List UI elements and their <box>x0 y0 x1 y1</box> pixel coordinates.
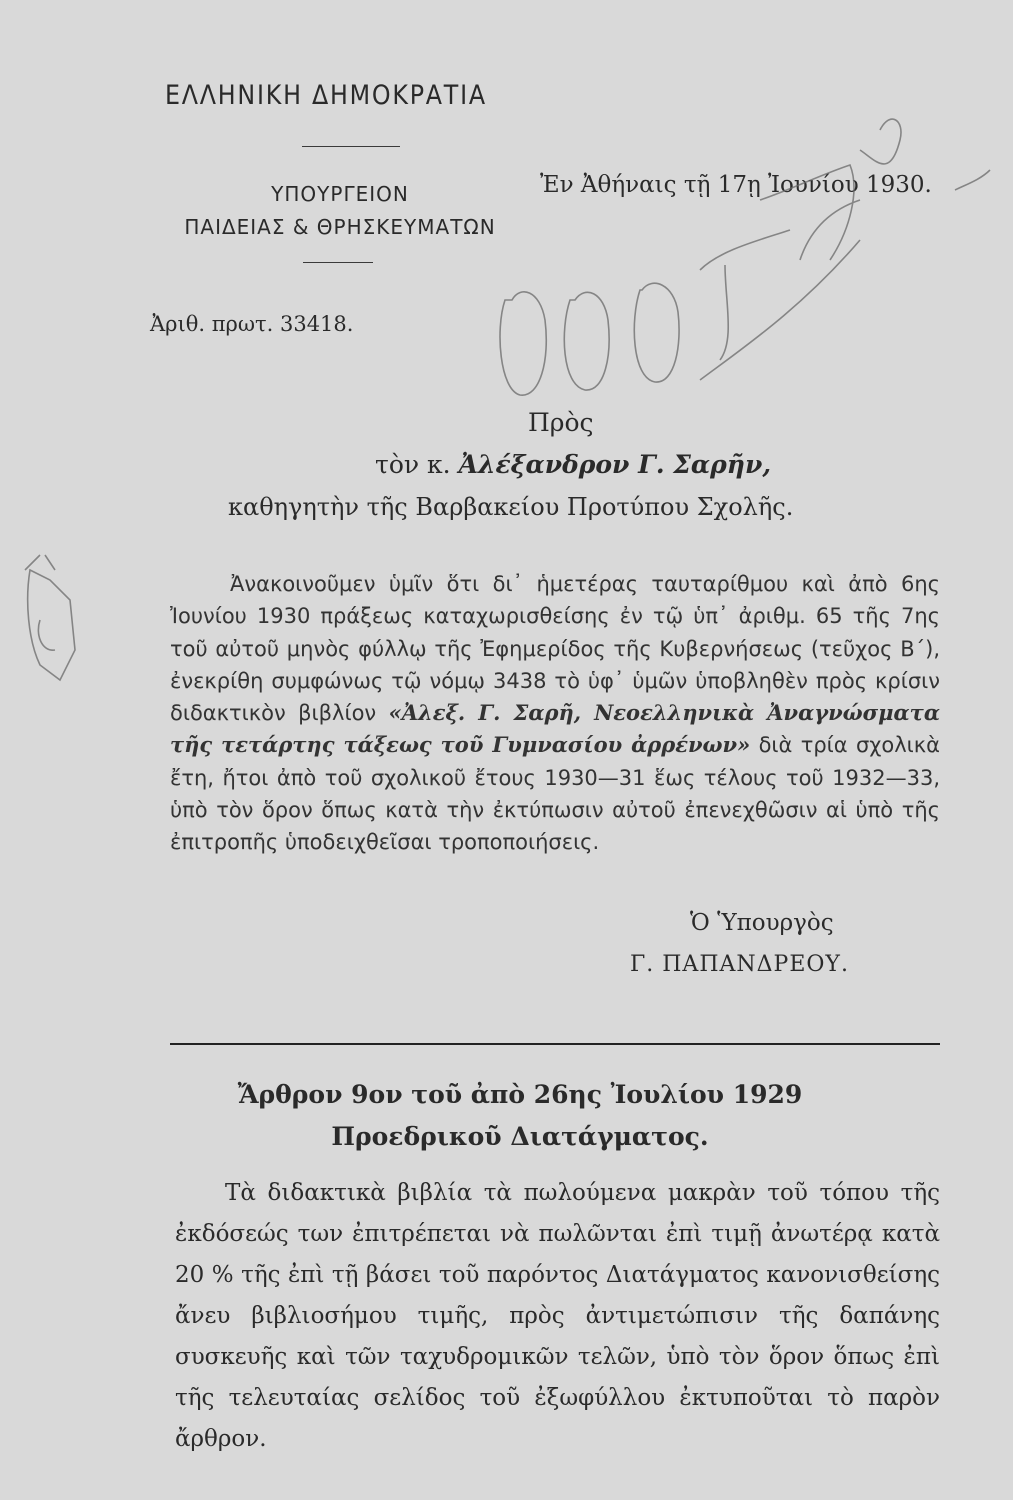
header-rule-top <box>302 146 400 147</box>
ministry-line-1: ΥΠΟΥΡΓΕΙΟΝ <box>271 182 409 206</box>
protocol-number: Ἀριθ. πρωτ. 33418. <box>150 312 354 336</box>
ministry-block <box>160 178 520 244</box>
recipient-name: Ἀλέξανδρον Γ. Σαρῆν, <box>458 450 772 479</box>
ministry-line-2: ΠΑΙΔΕΙΑΣ & ΘΡΗΣΚΕΥΜΑΤΩΝ <box>184 215 496 239</box>
body-text-after: διὰ τρία σχολικὰ ἔτη, ἤτοι ἀπὸ τοῦ σχολικοῦ ἔτους 1930—31 ἕως τέλους τοῦ 1932—33, ὑπὸ τὸν ὅρον ὅπως κατὰ τὴν ἐκτύπωσιν αὐτοῦ ἐπενεχθῶσιν αἱ ὑπὸ τῆς ἐπιτροπῆς ὑποδειχθεῖσαι τροποποιήσεις. <box>170 733 940 855</box>
article-heading <box>150 1074 890 1158</box>
recipient-prefix: τὸν κ. <box>375 450 451 479</box>
dateline: Ἐν Ἀθήναις τῇ 17ῃ Ἰουνίου 1930. <box>540 172 932 198</box>
address-to-label: Πρὸς <box>528 408 594 437</box>
section-divider <box>170 1043 940 1045</box>
signer-role: Ὁ Ὑπουργὸς <box>690 910 834 936</box>
book-title: «Ἀλεξ. Γ. Σαρῆ, Νεοελληνικὰ Ἀναγνώσματα τῆς τετάρτης τάξεως τοῦ Γυμνασίου ἀρρένων» <box>170 700 940 758</box>
signer-name: Γ. ΠΑΠΑΝΔΡΕΟΥ. <box>630 952 849 977</box>
letter-body <box>170 568 940 859</box>
recipient-line <box>375 450 771 479</box>
article-heading-line-1: Ἄρθρον 9ον τοῦ ἀπὸ 26ης Ἰουλίου 1929 <box>237 1080 803 1109</box>
header-rule-bottom <box>303 262 373 263</box>
article-text: Τὰ διδακτικὰ βιβλία τὰ πωλούμενα μακρὰν τοῦ τόπου τῆς ἐκδόσεώς των ἐπιτρέπεται νὰ πωλῶνται ἐπὶ τιμῇ ἀνωτέρᾳ κατὰ 20 % τῆς ἐπὶ τῇ βάσει τοῦ παρόντος Διατάγματος κανονισθείσης ἄνευ βιβλιοσήμου τιμῆς, πρὸς ἀντιμετώπισιν τῆς δαπάνης συσκευῆς καὶ τῶν ταχυδρομικῶν τελῶν, ὑπὸ τὸν ὅρον ὅπως ἐπὶ τῆς τελευταίας σελίδος τοῦ ἐξωφύλλου ἐκτυποῦται τὸ παρὸν ἄρθρον. <box>175 1180 940 1452</box>
article-heading-line-2: Προεδρικοῦ Διατάγματος. <box>331 1122 709 1151</box>
body-text-before: Ἀνακοινοῦμεν ὑμῖν ὅτι δι᾿ ἡμετέρας ταυταρίθμου καὶ ἀπὸ 6ης Ἰουνίου 1930 πράξεως καταχωρισθείσης ἐν τῷ ὑπ᾿ ἀριθμ. 65 τῆς 7ης τοῦ αὐτοῦ μηνὸς φύλλῳ τῆς Ἐφημερίδος τῆς Κυβερνήσεως (τεῦχος Β΄), ἐνεκρίθη συμφώνως τῷ νόμῳ 3438 τὸ ὑφ᾿ ὑμῶν ὑποβληθὲν πρὸς κρίσιν διδακτικὸν βιβλίον <box>170 572 940 726</box>
republic-heading: ΕΛΛΗΝΙΚΗ ΔΗΜΟΚΡΑΤΙΑ <box>165 80 487 111</box>
recipient-title: καθηγητὴν τῆς Βαρβακείου Προτύπου Σχολῆς. <box>228 493 794 521</box>
